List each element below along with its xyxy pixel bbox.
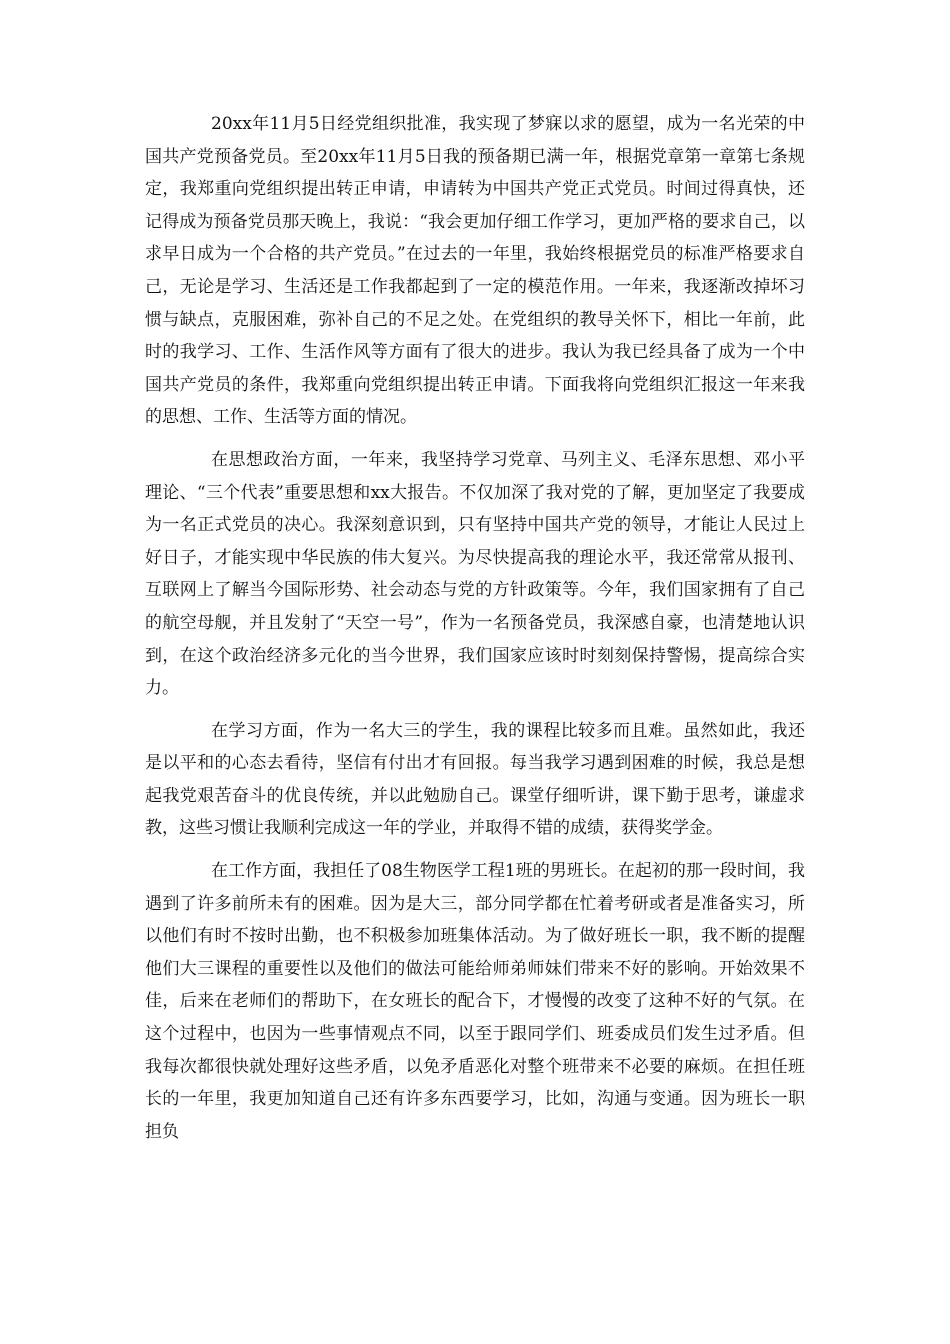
paragraph-intro: 20xx年11月5日经党组织批准，我实现了梦寐以求的愿望，成为一名光荣的中国共产党预备党员。至20xx年11月5日我的预备期已满一年，根据党章第一章第七条规定，我郑重向党组织提出转正申请，申请转为中国共产党正式党员。时间过得真快，还记得成为预备党员那天晚上，我说：“我会更加仔细工作学习，更加严格的要求自己，以求早日成为一个合格的共产党员。”在过去的一年里，我始终根据党员的标准严格要求自己，无论是学习、生活还是工作我都起到了一定的模范作用。一年来，我逐渐改掉坏习惯与缺点，克服困难，弥补自己的不足之处。在党组织的教导关怀下，相比一年前，此时的我学习、工作、生活作风等方面有了很大的进步。我认为我已经具备了成为一个中国共产党员的条件，我郑重向党组织提出转正申请。下面我将向党组织汇报这一年来我的思想、工作、生活等方面的情况。 [145, 114, 805, 428]
paragraph-work: 在工作方面，我担任了08生物医学工程1班的男班长。在起初的那一段时间，我遇到了许多前所未有的困难。因为是大三，部分同学都在忙着考研或者是准备实习，所以他们有时不按时出勤，也不积极参加班集体活动。为了做好班长一职，我不断的提醒他们大三课程的重要性以及他们的做法可能给师弟师妹们带来不好的影响。开始效果不佳，后来在老师们的帮助下，在女班长的配合下，才慢慢的改变了这种不好的气氛。在这个过程中，也因为一些事情观点不同，以至于跟同学们、班委成员们发生过矛盾。但我每次都很快就处理好这些矛盾，以免矛盾恶化对整个班带来不必要的麻烦。在担任班长的一年里，我更加知道自己还有许多东西要学习，比如，沟通与变通。因为班长一职担负 [145, 861, 805, 1142]
paragraph-ideology: 在思想政治方面，一年来，我坚持学习党章、马列主义、毛泽东思想、邓小平理论、“三个代表”重要思想和xx大报告。不仅加深了我对党的了解，更加坚定了我要成为一名正式党员的决心。我深刻意识到，只有坚持中国共产党的领导，才能让人民过上好日子，才能实现中华民族的伟大复兴。为尽快提高我的理论水平，我还常常从报刊、互联网上了解当今国际形势、社会动态与党的方针政策等。今年，我们国家拥有了自己的航空母舰，并且发射了“天空一号”，作为一名预备党员，我深感自豪，也清楚地认识到，在这个政治经济多元化的当今世界，我们国家应该时时刻刻保持警惕，提高综合实力。 [145, 449, 805, 699]
document-page [145, 108, 805, 1148]
paragraph-study: 在学习方面，作为一名大三的学生，我的课程比较多而且难。虽然如此，我还是以平和的心态去看待，坚信有付出才有回报。每当我学习遇到困难的时候，我总是想起我党艰苦奋斗的优良传统，并以此勉励自己。课堂仔细听讲，课下勤于思考，谦虚求教，这些习惯让我顺利完成这一年的学业，并取得不错的成绩，获得奖学金。 [145, 720, 805, 839]
